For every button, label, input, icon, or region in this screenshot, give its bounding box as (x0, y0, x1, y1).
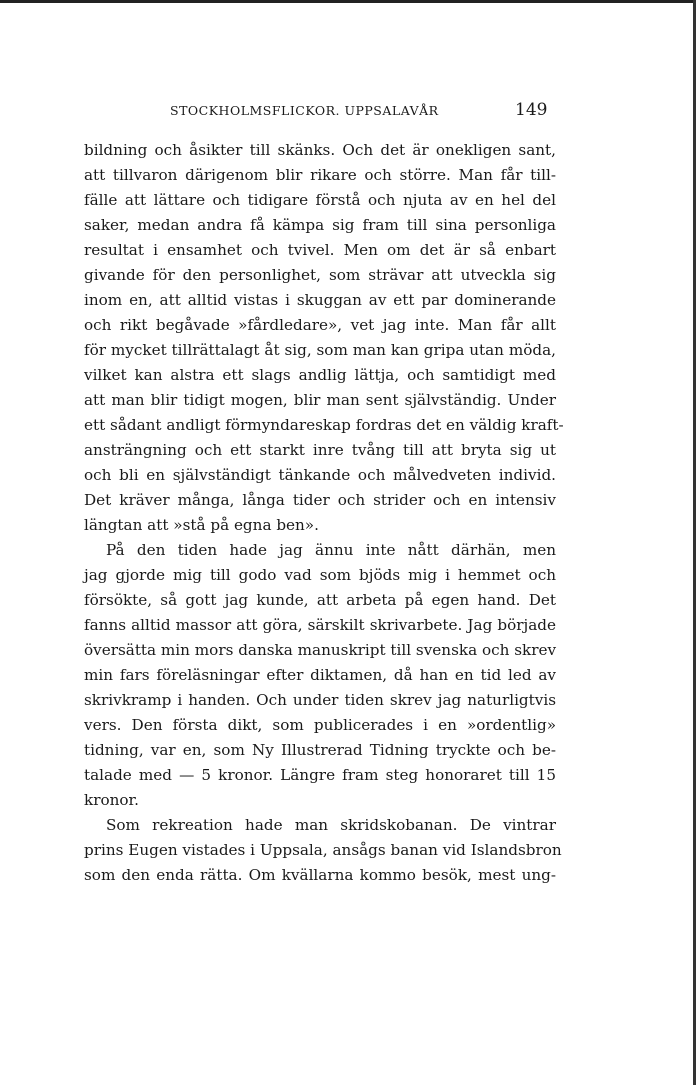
text-line: ansträngning och ett starkt inre tvång till att bryta sig ut (84, 441, 556, 459)
text-line: Som rekreation hade man skridskobanan. De vintrar (106, 816, 556, 834)
page-top-edge (0, 0, 696, 3)
text-line: översätta min mors danska manuskript till svenska och skrev (84, 641, 557, 659)
text-line: och rikt begåvade »fårdledare», vet jag inte. Man får allt (84, 316, 556, 334)
text-line: fanns alltid massor att göra, särskilt skrivarbete. Jag började (84, 616, 556, 634)
text-line: och bli en självständigt tänkande och målvedveten individ. (84, 466, 556, 484)
text-line: På den tiden hade jag ännu inte nått därhän, men (106, 541, 556, 559)
text-line: skrivkramp i handen. Och under tiden skrev jag naturligtvis (84, 691, 556, 709)
text-line: Det kräver många, långa tider och strider och en intensiv (84, 491, 556, 509)
text-line: fälle att lättare och tidigare förstå och njuta av en hel del (84, 191, 556, 209)
text-line: försökte, så gott jag kunde, att arbeta på egen hand. Det (84, 591, 556, 609)
text-line: att man blir tidigt mogen, blir man sent självständig. Under (84, 391, 556, 409)
text-line: saker, medan andra få kämpa sig fram till sina personliga (84, 216, 556, 234)
text-line: kronor. (84, 791, 139, 809)
text-line: som den enda rätta. Om kvällarna kommo besök, mest ung- (84, 866, 556, 884)
text-line: tidning, var en, som Ny Illustrerad Tidning tryckte och be- (84, 741, 556, 759)
text-line: givande för den personlighet, som strävar att utveckla sig (84, 266, 556, 284)
text-line: vers. Den första dikt, som publicerades i en »ordentlig» (84, 716, 556, 734)
text-line: jag gjorde mig till godo vad som bjöds mig i hemmet och (84, 566, 556, 584)
text-line: prins Eugen vistades i Uppsala, ansågs banan vid Islandsbron (84, 841, 562, 859)
text-line: min fars föreläsningar efter diktamen, då han en tid led av (84, 666, 556, 684)
text-line: talade med — 5 kronor. Längre fram steg honoraret till 15 (84, 766, 556, 784)
running-head: STOCKHOLMSFLICKOR. UPPSALAVÅR (170, 103, 439, 118)
body-text (84, 138, 564, 888)
text-line: inom en, att alltid vistas i skuggan av ett par dominerande (84, 291, 556, 309)
text-line: att tillvaron därigenom blir rikare och större. Man får till- (84, 166, 556, 184)
text-line: vilket kan alstra ett slags andlig lättja, och samtidigt med (84, 366, 556, 384)
text-line: ett sådant andligt förmyndareskap fordras det en väldig kraft- (84, 416, 564, 434)
text-line: resultat i ensamhet och tvivel. Men om det är så enbart (84, 241, 556, 259)
page-number: 149 (515, 100, 548, 120)
text-line: bildning och åsikter till skänks. Och det är onekligen sant, (84, 141, 556, 159)
text-line: längtan att »stå på egna ben». (84, 516, 319, 534)
text-line: för mycket tillrättalagt åt sig, som man kan gripa utan möda, (84, 341, 556, 359)
